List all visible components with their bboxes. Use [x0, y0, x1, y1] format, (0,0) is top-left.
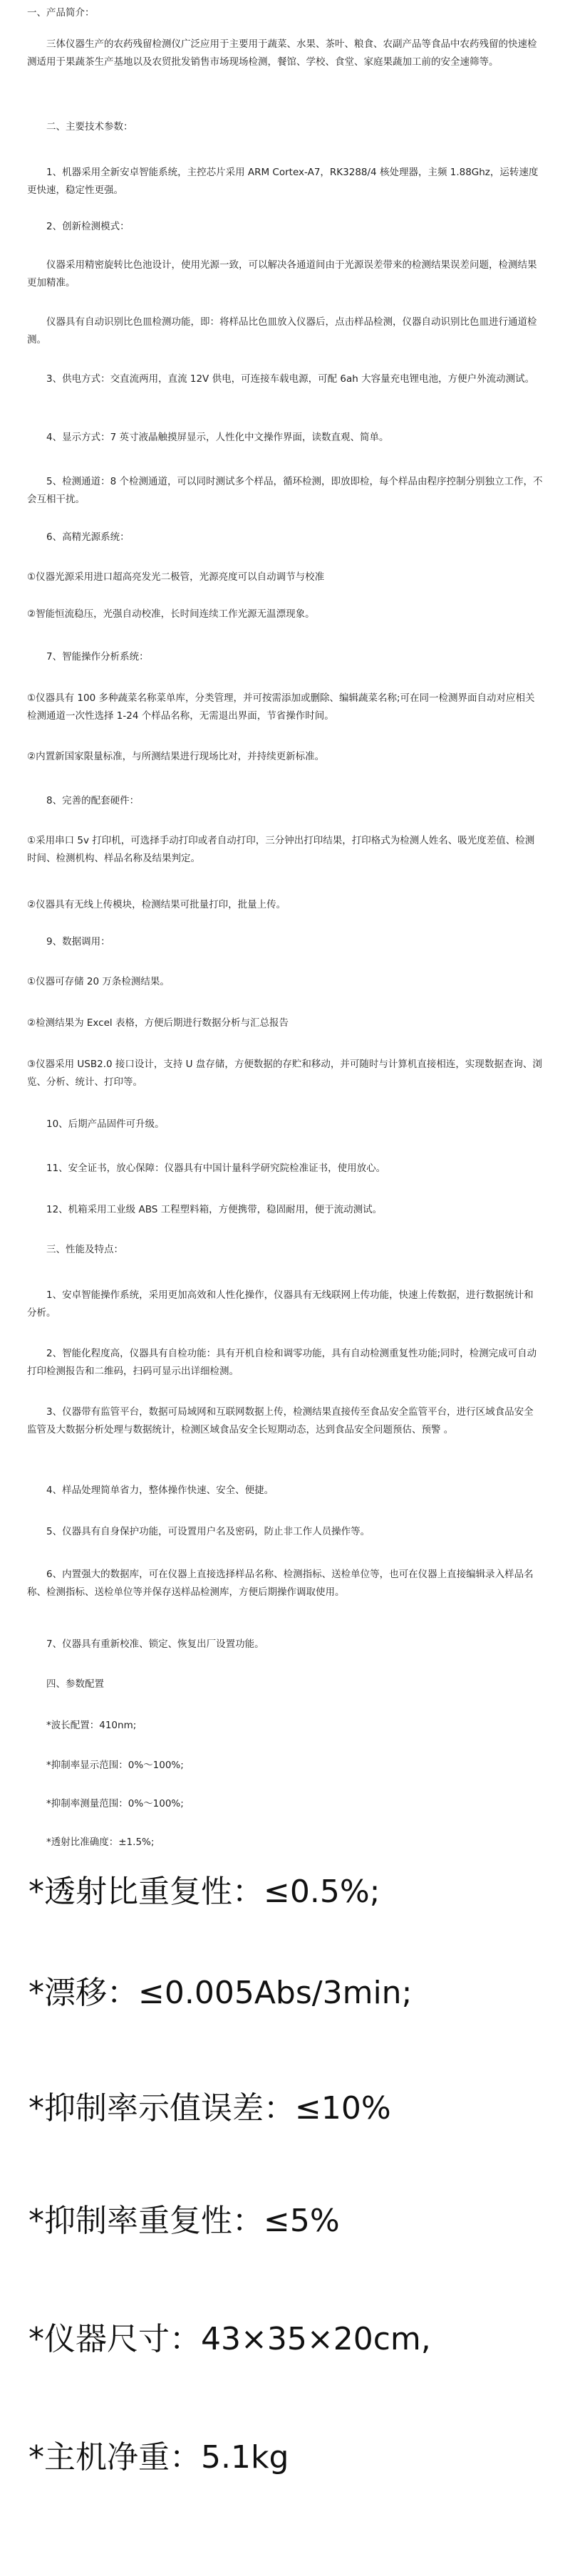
feature-item-1: 1、安卓智能操作系统，采用更加高效和人性化操作，仪器具有无线联网上传功能，快速上传数据，进行数据统计和分析。	[27, 1289, 534, 1319]
param-item-8: 8、完善的配套硬件：	[46, 795, 140, 806]
feature-item-7: 7、仪器具有重新校准、锁定、恢复出厂设置功能。	[46, 1638, 264, 1650]
param-item-8-sub-1: ①采用串口 5v 打印机，可选择手动打印或者自动打印，三分钟出打印结果，打印格式为检测人姓名、吸光度差值、检测时间、检测机构、样品名称及结果判定。	[27, 835, 535, 864]
param-item-7-sub-2: ②内置新国家限量标准，与所测结果进行现场比对，并持续更新标准。	[27, 751, 325, 762]
param-item-5: 5、检测通道：8 个检测通道，可以同时测试多个样品，循环检测，即放即检，每个样品由程序控制分别独立工作，不会互相干扰。	[27, 476, 543, 505]
param-item-9-sub-2: ②检测结果为 Excel 表格，方便后期进行数据分析与汇总报告	[27, 1017, 289, 1029]
spec-inhibition-error: *抑制率示值误差：≤10%	[28, 2090, 391, 2126]
section-heading-features: 三、性能及特点：	[46, 1244, 123, 1255]
spec-instrument-size: *仪器尺寸：43×35×20cm,	[28, 2321, 431, 2357]
feature-item-4: 4、样品处理简单省力，整体操作快速、安全、便捷。	[46, 1485, 274, 1496]
param-item-2: 2、创新检测模式：	[46, 221, 130, 232]
param-item-2-desc-a: 仪器采用精密旋转比色池设计，使用光源一致，可以解决各通道间由于光源误差带来的检测结果误差问题，检测结果更加精准。	[27, 259, 537, 289]
section-heading-intro: 一、产品简介：	[27, 7, 95, 19]
spec-inhibition-repeatability: *抑制率重复性：≤5%	[28, 2203, 340, 2239]
spec-transmittance-accuracy: *透射比准确度：±1.5%;	[46, 1837, 155, 1848]
param-item-9-sub-1: ①仪器可存储 20 万条检测结果。	[27, 976, 170, 987]
param-item-4: 4、显示方式：7 英寸液晶触摸屏显示，人性化中文操作界面，读数直观、简单。	[46, 432, 389, 443]
feature-item-3: 3、仪器带有监管平台，数据可局域网和互联网数据上传，检测结果直接传至食品安全监管平台，进行区域食品安全监管及大数据分析处理与数据统计，检测区域食品安全长短期动态，达到食品安全问题预估、预警 。	[27, 1406, 534, 1435]
spec-transmittance-repeatability: *透射比重复性：≤0.5%;	[28, 1874, 380, 1910]
section-heading-config: 四、参数配置	[46, 1678, 104, 1690]
spec-net-weight: *主机净重：5.1kg	[28, 2439, 289, 2476]
spec-inhibition-display-range: *抑制率显示范围：0%～100%;	[46, 1760, 184, 1771]
param-item-7-sub-1: ①仪器具有 100 多种蔬菜名称菜单库，分类管理，并可按需添加或删除、编辑蔬菜名称;可在同一检测界面自动对应相关检测通道一次性选择 1-24 个样品名称，无需退出界面，节省操作时间。	[27, 692, 535, 722]
param-item-6: 6、高精光源系统：	[46, 531, 130, 543]
param-item-2-desc-b: 仪器具有自动识别比色皿检测功能，即：将样品比色皿放入仪器后，点击样品检测，仪器自动识别比色皿进行通道检测。	[27, 316, 537, 346]
param-item-12: 12、机箱采用工业级 ABS 工程塑料箱，方便携带，稳固耐用，便于流动测试。	[46, 1204, 383, 1215]
param-item-11: 11、安全证书，放心保障：仪器具有中国计量科学研究院检准证书，使用放心。	[46, 1163, 386, 1174]
intro-paragraph: 三体仪器生产的农药残留检测仪广泛应用于主要用于蔬菜、水果、茶叶、粮食、农副产品等食品中农药残留的快速检测适用于果蔬茶生产基地以及农贸批发销售市场现场检测，餐馆、学校、食堂、家庭果蔬加工前的安全速筛等。	[27, 38, 537, 68]
param-item-9-sub-3: ③仪器采用 USB2.0 接口设计，支持 U 盘存储，方便数据的存贮和移动，并可随时与计算机直接相连，实现数据查询、浏览、分析、统计、打印等。	[27, 1059, 542, 1088]
section-heading-tech-params: 二、主要技术参数：	[46, 121, 133, 133]
feature-item-6: 6、内置强大的数据库，可在仪器上直接选择样品名称、检测指标、送检单位等，也可在仪器上直接编辑录入样品名称、检测指标、送检单位等并保存送样品检测库，方便后期操作调取使用。	[27, 1569, 534, 1598]
param-item-6-sub-2: ②智能恒流稳压，光强自动校准，长时间连续工作光源无温漂现象。	[27, 608, 315, 620]
param-item-3: 3、供电方式：交直流两用，直流 12V 供电，可连接车载电源，可配 6ah 大容量充电锂电池，方便户外流动测试。	[46, 373, 535, 385]
param-item-10: 10、后期产品固件可升级。	[46, 1118, 165, 1130]
param-item-9: 9、数据调用：	[46, 936, 110, 947]
spec-wavelength: *波长配置：410nm;	[46, 1720, 137, 1731]
feature-item-5: 5、仪器具有自身保护功能，可设置用户名及密码，防止非工作人员操作等。	[46, 1526, 370, 1537]
spec-drift: *漂移：≤0.005Abs/3min;	[28, 1975, 413, 2011]
param-item-8-sub-2: ②仪器具有无线上传模块，检测结果可批量打印，批量上传。	[27, 899, 286, 910]
param-item-1: 1、机器采用全新安卓智能系统，主控芯片采用 ARM Cortex-A7，RK3288/4 核处理器，主频 1.88Ghz，运转速度更快速，稳定性更强。	[27, 167, 539, 196]
feature-item-2: 2、智能化程度高，仪器具有自检功能：具有开机自检和调零功能，具有自动检测重复性功能;同时，检测完成可自动打印检测报告和二维码，扫码可显示出详细检测。	[27, 1348, 537, 1377]
param-item-7: 7、智能操作分析系统：	[46, 651, 149, 663]
spec-inhibition-measure-range: *抑制率测量范围：0%～100%;	[46, 1798, 184, 1809]
param-item-6-sub-1: ①仪器光源采用进口超高亮发光二极管，光源亮度可以自动调节与校准	[27, 571, 325, 583]
